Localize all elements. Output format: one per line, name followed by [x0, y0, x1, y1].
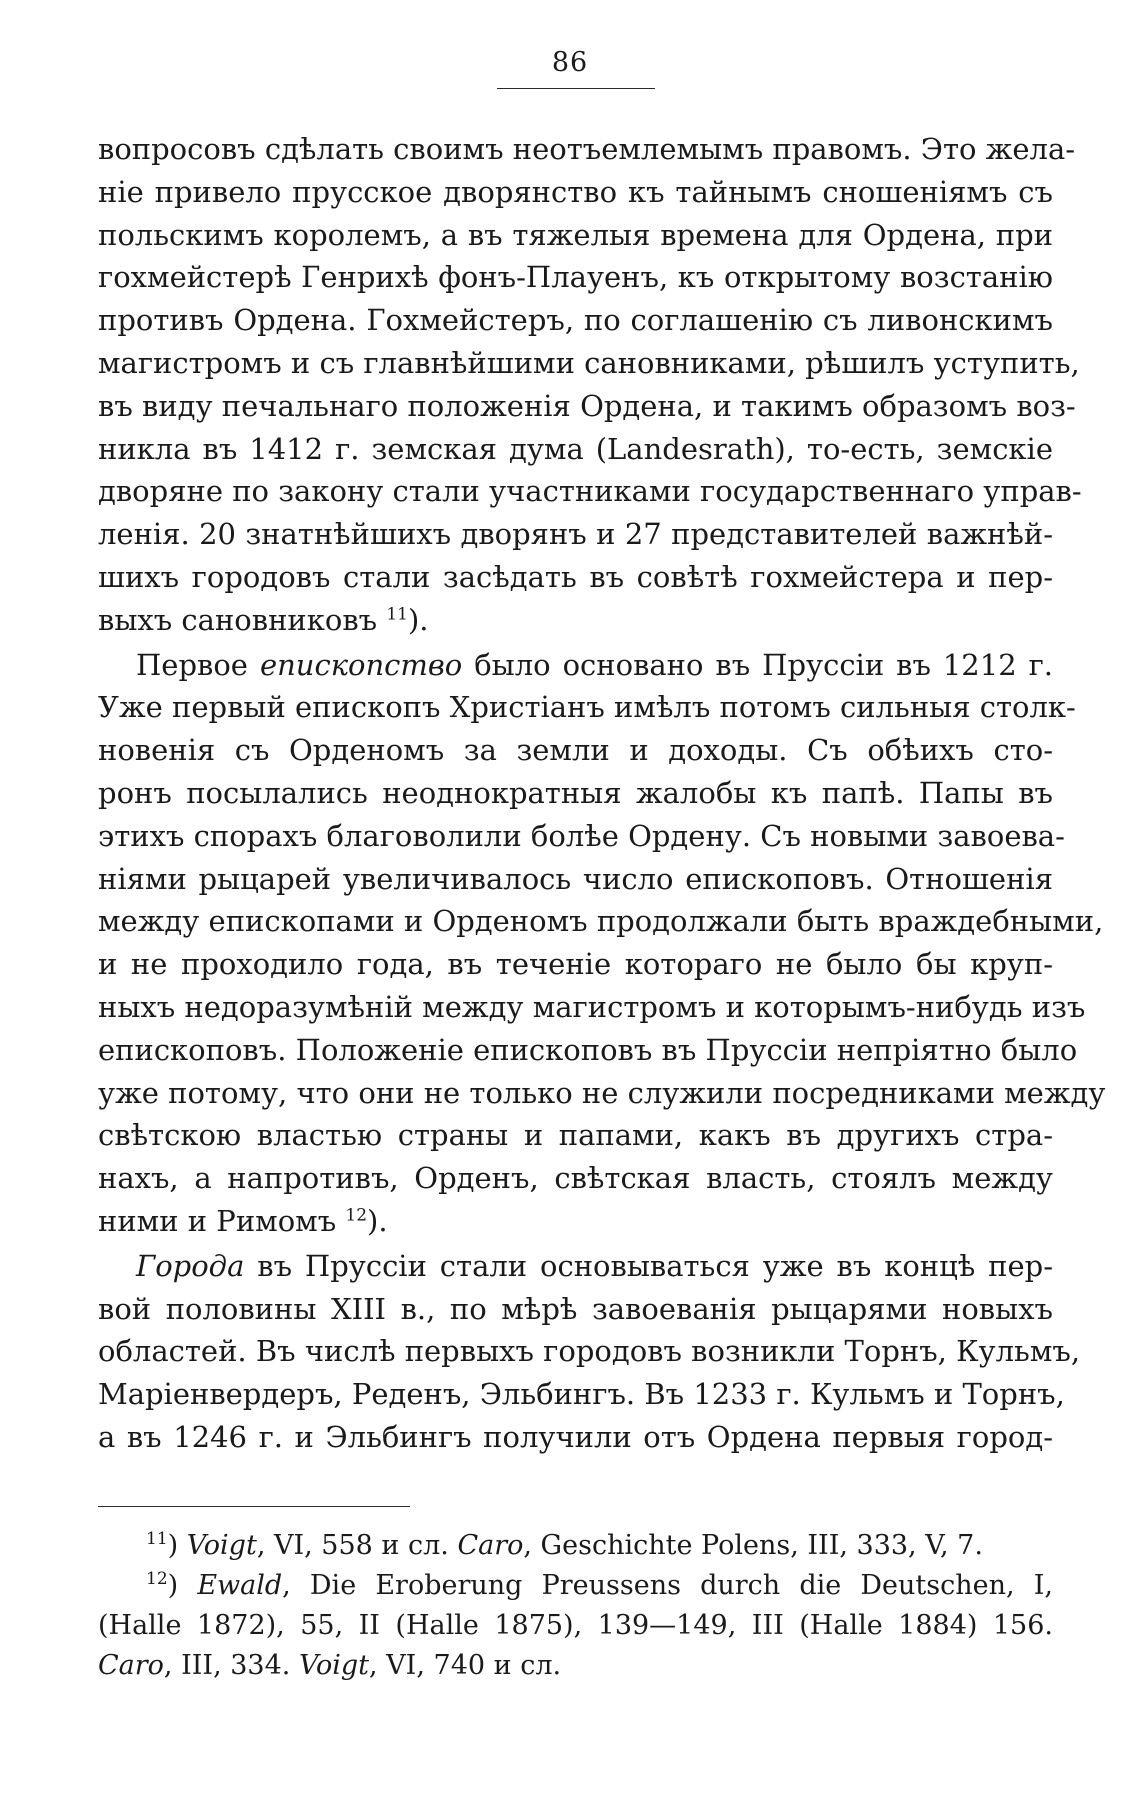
- line-text: въ Пруссіи стали основываться уже въ концѣ пер-: [257, 1248, 1053, 1283]
- text-line: Маріенвердеръ, Реденъ, Эльбингъ. Въ 1233 г. Кульмъ и Торнъ,: [98, 1377, 1065, 1412]
- text-line: новенія съ Орденомъ за земли и доходы. Съ обѣихъ сто-: [98, 733, 1053, 768]
- citation-text: , Die Eroberung Preussens durch die Deutschen, I,: [282, 1570, 1053, 1601]
- cited-author: Voigt: [186, 1530, 257, 1561]
- cited-author: Caro: [457, 1530, 524, 1561]
- text-line: а въ 1246 г. и Эльбингъ получили отъ Ордена первыя город-: [98, 1419, 1053, 1454]
- paragraph: [98, 1245, 1081, 1459]
- text-line: этихъ спорахъ благоволили болѣе Ордену. Съ новыми завоева-: [98, 818, 1065, 853]
- citation-text: , III, 334.: [163, 1650, 291, 1681]
- text-line: шихъ городовъ стали засѣдать въ совѣтѣ гохмейстера и пер-: [98, 559, 1053, 594]
- paragraph: [98, 644, 1106, 1243]
- footnote-line: (Halle 1872), 55, II (Halle 1875), 139—149, III (Halle 1884) 156.: [98, 1610, 1053, 1641]
- text-line: [98, 1200, 1053, 1243]
- text-line: ніе привело прусское дворянство къ тайнымъ сношеніямъ съ: [98, 174, 1053, 209]
- line-text: выхъ сановниковъ: [98, 602, 378, 637]
- text-line: ніями рыцарей увеличивалось число епископовъ. Отношенія: [98, 861, 1053, 896]
- cited-author: Ewald: [197, 1570, 283, 1601]
- footnote-12: $^{12}$) Ewald, Die Eroberung Preussens durch die Deutschen, I,: [146, 1569, 1053, 1601]
- text-line: и не проходило года, въ теченіе котораго не было бы круп-: [98, 947, 1053, 982]
- footnote-line: [98, 1646, 1053, 1686]
- text-line: дворяне по закону стали участниками государственнаго управ-: [98, 474, 1082, 509]
- text-line: свѣтскою властью страны и папами, какъ въ другихъ стра-: [98, 1118, 1053, 1153]
- text-line: областей. Въ числѣ первыхъ городовъ возникли Торнъ, Кульмъ,: [98, 1334, 1081, 1369]
- footnote-marker: 11: [146, 1529, 168, 1549]
- line-text: Первое: [136, 647, 248, 682]
- line-end: ).: [407, 602, 429, 637]
- line-text: ними и Римомъ: [98, 1203, 337, 1238]
- footnote-ref-11: 11: [386, 604, 408, 625]
- text-line: [98, 599, 1053, 642]
- page-number: 86: [551, 47, 589, 78]
- footnote-11: $^{11}$) Voigt, VI, 558 и сл. Caro, Geschichte Polens, III, 333, V, 7.: [146, 1529, 983, 1561]
- emphasis-term: Города: [136, 1248, 245, 1283]
- text-line: нахъ, а напротивъ, Орденъ, свѣтская власть, стоялъ между: [98, 1161, 1053, 1196]
- text-line: ленія. 20 знатнѣйшихъ дворянъ и 27 представителей важнѣй-: [98, 517, 1053, 552]
- footnote-marker: 12: [146, 1569, 168, 1589]
- line-end: ).: [367, 1203, 388, 1238]
- footnotes: [98, 1526, 1053, 1686]
- text-line: Уже первый епископъ Христіанъ имѣлъ потомъ сильныя столк-: [98, 690, 1076, 725]
- citation-text: , Geschichte Polens, III, 333, V, 7.: [523, 1530, 983, 1561]
- text-line: [98, 1245, 1053, 1288]
- text-line: епископовъ. Положеніе епископовъ въ Пруссіи непріятно было: [98, 1032, 1078, 1067]
- cited-author: Voigt: [298, 1650, 370, 1681]
- footnote-rule: [98, 1506, 410, 1507]
- footnote-ref-12: 12: [345, 1205, 368, 1226]
- text-line: [98, 644, 1053, 687]
- text-line: въ виду печальнаго положенія Ордена, и такимъ образомъ воз-: [98, 388, 1076, 423]
- citation-text: , VI, 740 и сл.: [369, 1650, 562, 1681]
- text-line: вой половины XIII в., по мѣрѣ завоеванія рыцарями новыхъ: [98, 1291, 1053, 1326]
- citation-text: , VI, 558 и сл.: [256, 1530, 449, 1561]
- text-line: польскимъ королемъ, а въ тяжелыя времена для Ордена, при: [98, 217, 1053, 252]
- line-text: было основано въ Пруссіи въ 1212 г.: [474, 647, 1054, 682]
- text-line: уже потому, что они не только не служили посредниками между: [98, 1075, 1106, 1110]
- emphasis-term: епископство: [259, 647, 463, 682]
- text-line: вопросовъ сдѣлать своимъ неотъемлемымъ правомъ. Это жела-: [98, 132, 1076, 166]
- text-line: противъ Ордена. Гохмейстеръ, по соглашенію съ ливонскимъ: [98, 303, 1053, 338]
- text-line: ронъ посылались неоднократныя жалобы къ папѣ. Папы въ: [98, 775, 1053, 810]
- main-text: [98, 128, 1106, 1459]
- header-rule: [497, 88, 655, 89]
- paragraph: [98, 128, 1082, 642]
- text-line: никла въ 1412 г. земская дума (Landesrath), то-есть, земскіе: [98, 431, 1053, 466]
- text-line: магистромъ и съ главнѣйшими сановниками, рѣшилъ уступить,: [98, 345, 1080, 380]
- cited-author: Caro: [98, 1650, 164, 1681]
- text-line: гохмейстерѣ Генрихѣ фонъ-Плауенъ, къ открытому возстанію: [98, 260, 1053, 295]
- text-line: ныхъ недоразумѣній между магистромъ и которымъ-нибудь изъ: [98, 989, 1086, 1024]
- text-line: между епископами и Орденомъ продолжали быть враждебными,: [98, 904, 1104, 939]
